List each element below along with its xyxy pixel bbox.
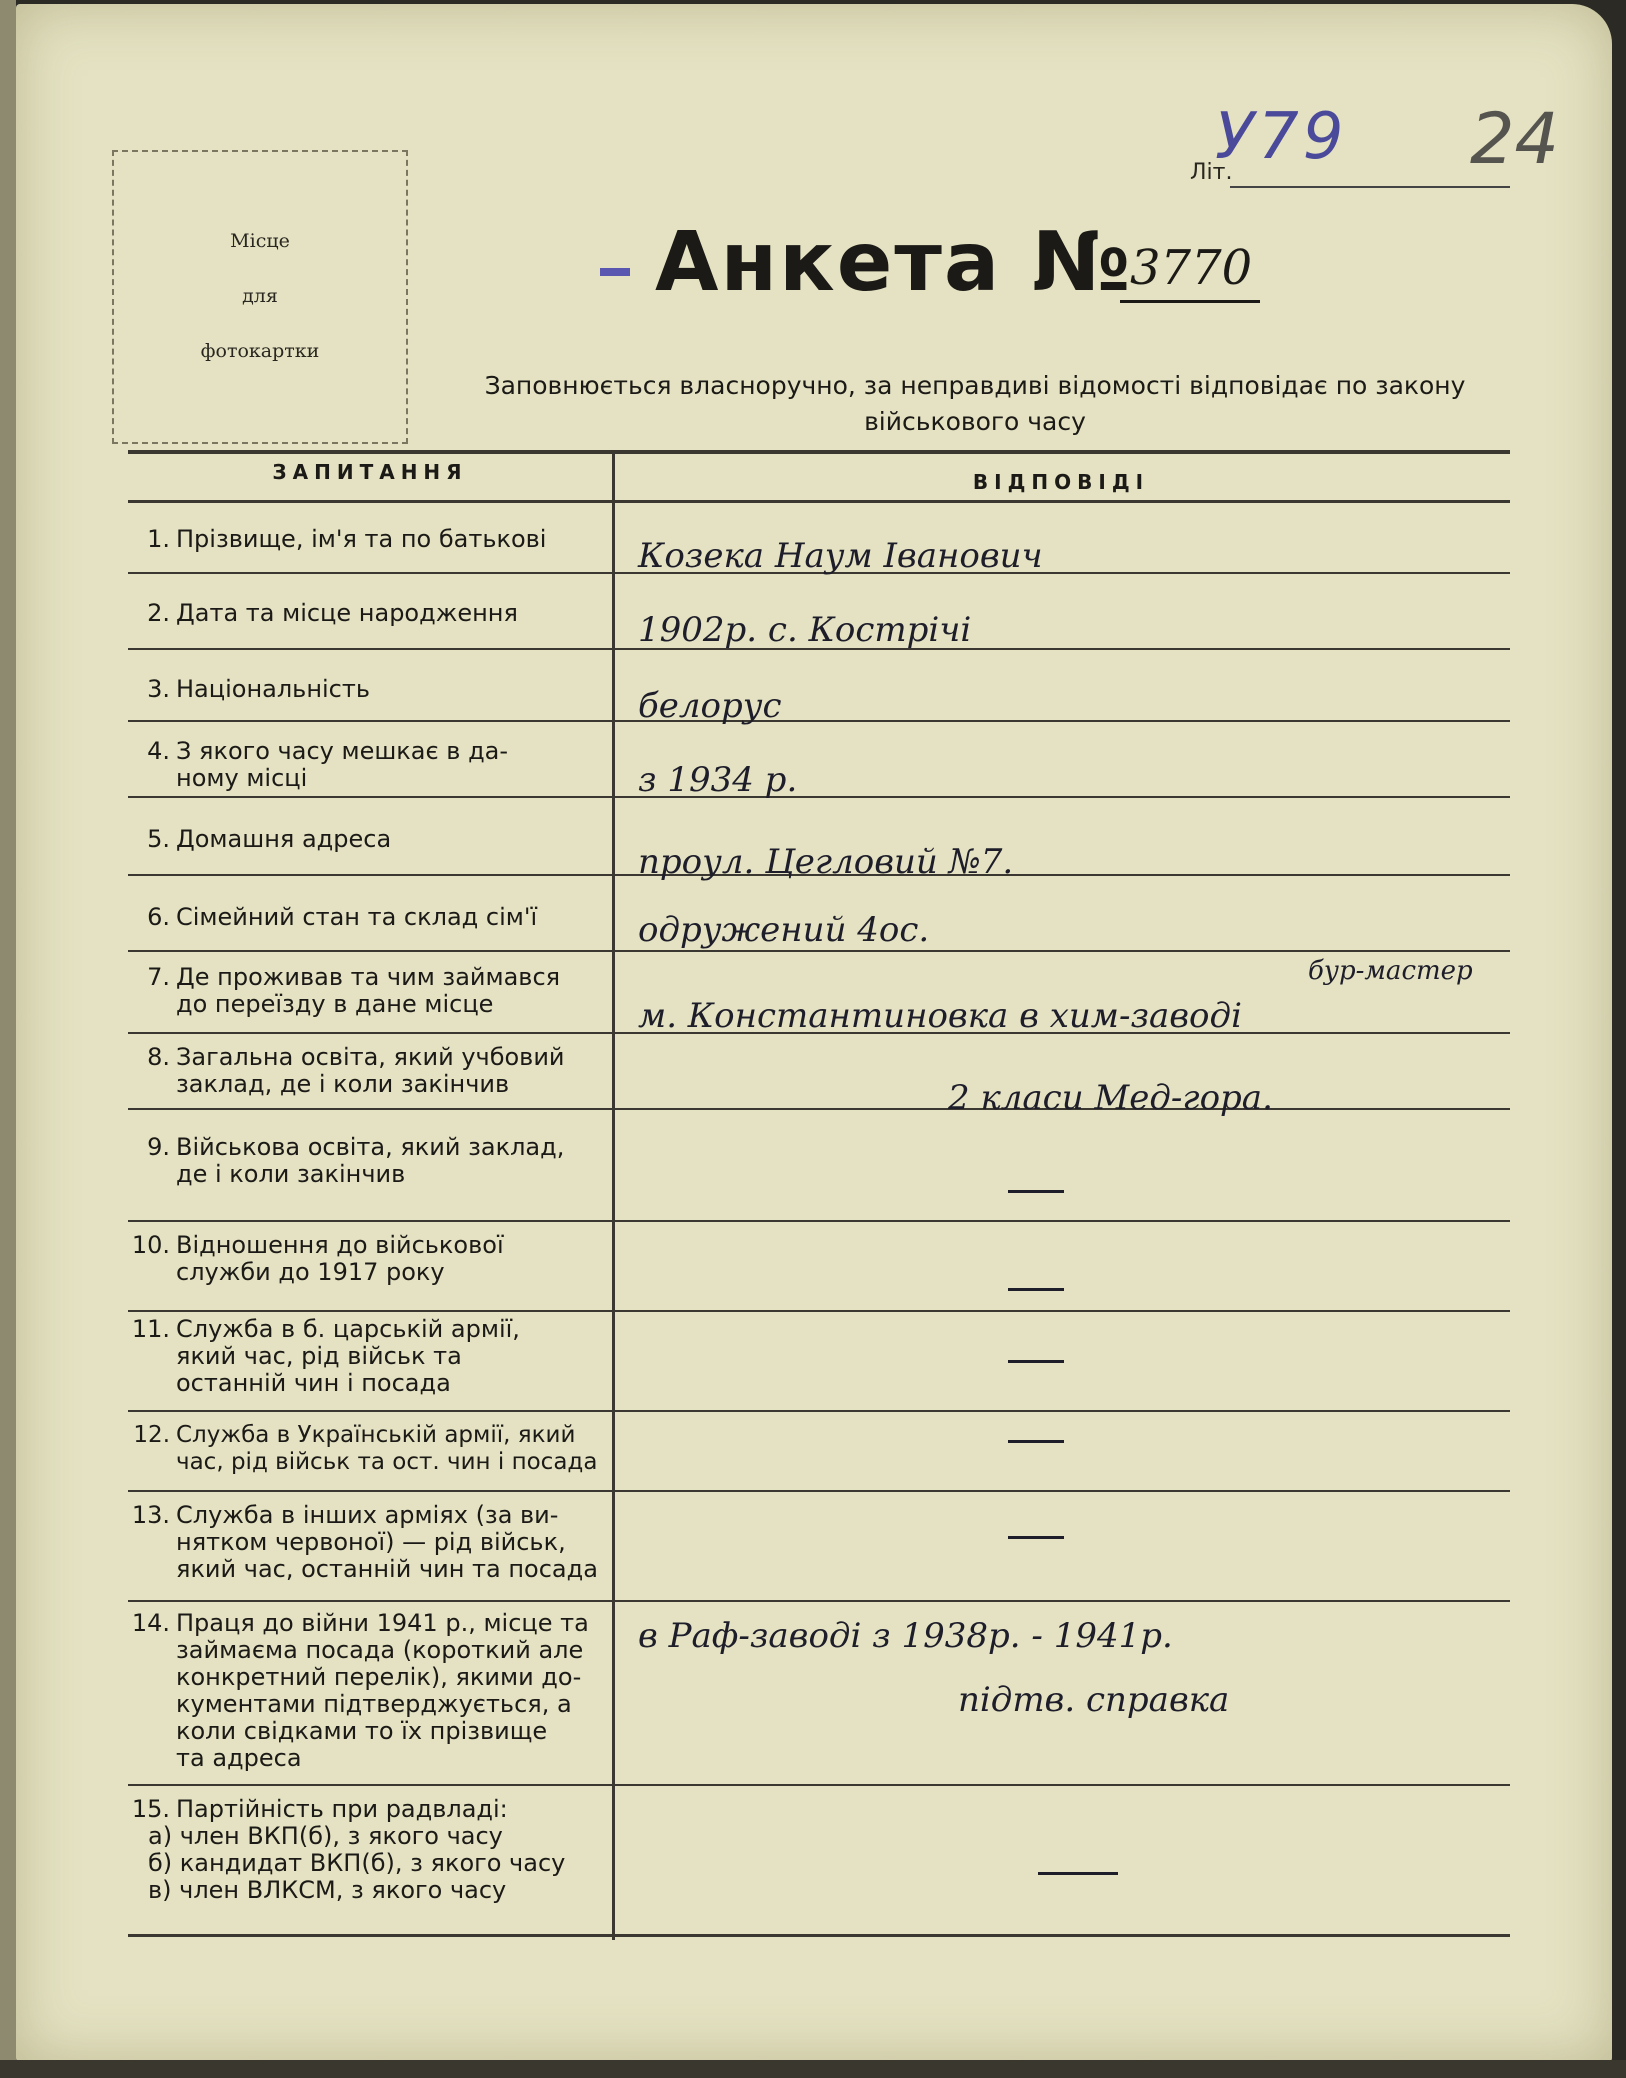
question-text: який час, останній чин та посада <box>176 1555 598 1583</box>
page-title: Анкета № <box>655 215 1133 310</box>
question-text: кументами підтверджується, а <box>176 1690 572 1718</box>
question-number: 4. <box>147 737 170 765</box>
answer-6: одружений 4ос. <box>638 910 930 950</box>
question-text: Партійність при радвладі: <box>176 1795 508 1823</box>
column-divider <box>612 450 615 1940</box>
empty-answer-dash <box>1008 1288 1064 1291</box>
question-11 <box>128 1316 608 1397</box>
row-rule <box>128 1934 1510 1937</box>
corner-number: 24 <box>1470 98 1560 180</box>
question-text: Домашня адреса <box>176 825 392 853</box>
question-10 <box>128 1232 608 1286</box>
empty-answer-dash <box>1008 1190 1064 1193</box>
question-text: та адреса <box>176 1744 302 1772</box>
question-number: 6. <box>147 903 170 931</box>
lit-label: Літ. <box>1190 160 1233 185</box>
question-6 <box>128 904 608 931</box>
question-text: нятком червоної) — рід військ, <box>176 1528 566 1556</box>
question-text: Де проживав та чим займався <box>176 963 561 991</box>
empty-answer-dash <box>1038 1872 1118 1875</box>
row-rule <box>128 950 1510 952</box>
form-number-underline <box>1120 300 1260 303</box>
question-text: Служба в Українській армії, який <box>176 1422 576 1448</box>
question-number: 5. <box>147 825 170 853</box>
question-text: останній чин і посада <box>176 1369 451 1397</box>
table-rule <box>128 500 1510 503</box>
question-number: 13. <box>131 1501 170 1529</box>
question-text: Загальна освіта, який учбовий <box>176 1043 565 1071</box>
question-text: Національність <box>176 675 371 703</box>
row-rule <box>128 1108 1510 1110</box>
row-rule <box>128 1784 1510 1786</box>
question-text: конкретний перелік), якими до- <box>176 1663 582 1691</box>
question-1 <box>128 526 608 553</box>
question-number: 10. <box>131 1231 170 1259</box>
question-text: заклад, де і коли закінчив <box>176 1070 510 1098</box>
question-text: Служба в б. царській армії, <box>176 1315 520 1343</box>
page-bottom-edge <box>0 2060 1626 2078</box>
question-5 <box>128 826 608 853</box>
question-text: Прізвище, ім'я та по батькові <box>176 525 547 553</box>
lit-underline <box>1230 186 1510 188</box>
row-rule <box>128 1490 1510 1492</box>
question-text: б) кандидат ВКП(б), з якого часу <box>148 1849 566 1877</box>
question-8 <box>128 1044 608 1098</box>
question-text: Праця до війни 1941 р., місце та <box>176 1609 589 1637</box>
question-text: коли свідками то їх прізвище <box>176 1717 548 1745</box>
question-3 <box>128 676 608 703</box>
answers-header: ВІДПОВІДІ <box>972 470 1150 494</box>
question-number: 7. <box>147 963 170 991</box>
question-2 <box>128 600 608 627</box>
answer-4: з 1934 р. <box>638 760 798 800</box>
form-number: 3770 <box>1130 240 1253 296</box>
question-number: 2. <box>147 599 170 627</box>
question-number: 8. <box>147 1043 170 1071</box>
lit-handwritten: У79 <box>1215 100 1348 174</box>
row-rule <box>128 720 1510 722</box>
question-13 <box>128 1502 608 1583</box>
row-rule <box>128 796 1510 798</box>
question-text: займаєма посада (короткий але <box>176 1636 584 1664</box>
answer-5: проул. Цегловий №7. <box>638 842 1014 882</box>
answer-14-line-1: в Раф-заводі з 1938р. - 1941р. <box>638 1616 1173 1656</box>
answer-14-line-2: підтв. справка <box>958 1680 1230 1720</box>
question-12 <box>128 1422 608 1476</box>
row-rule <box>128 1410 1510 1412</box>
photo-label-line: для <box>242 285 278 307</box>
photo-label-line: фотокартки <box>200 340 320 362</box>
question-text: Дата та місце народження <box>176 599 518 627</box>
question-number: 14. <box>131 1609 170 1637</box>
row-rule <box>128 1220 1510 1222</box>
answer-3: белорус <box>638 686 782 726</box>
question-text: а) член ВКП(б), з якого часу <box>148 1822 503 1850</box>
form-instructions: Заповнюється власноручно, за неправдиві відомості відповідає по закону військового часу <box>484 371 1466 436</box>
question-text: який час, рід військ та <box>176 1342 462 1370</box>
question-4 <box>128 738 608 792</box>
question-number: 12. <box>133 1422 170 1448</box>
question-9 <box>128 1134 608 1188</box>
binding-edge <box>0 0 16 2078</box>
question-text: час, рід військ та ост. чин і посада <box>176 1449 598 1475</box>
question-text: Сімейний стан та склад сім'ї <box>176 903 538 931</box>
question-number: 3. <box>147 675 170 703</box>
empty-answer-dash <box>1008 1360 1064 1363</box>
question-text: в) член ВЛКСМ, з якого часу <box>148 1876 507 1904</box>
answer-7-note: бур-мастер <box>1308 956 1473 986</box>
questionnaire-table <box>128 450 1510 1940</box>
question-text: де і коли закінчив <box>176 1160 406 1188</box>
empty-answer-dash <box>1008 1536 1064 1539</box>
empty-answer-dash <box>1008 1440 1064 1443</box>
answer-2: 1902р. с. Кострічі <box>638 610 972 650</box>
answer-1: Козека Наум Іванович <box>638 536 1043 576</box>
question-text: З якого часу мешкає в да- <box>176 737 509 765</box>
question-text: Військова освіта, який заклад, <box>176 1133 565 1161</box>
question-number: 11. <box>131 1315 170 1343</box>
question-number: 9. <box>147 1133 170 1161</box>
question-14 <box>128 1610 608 1772</box>
row-rule <box>128 1600 1510 1602</box>
question-7 <box>128 964 608 1018</box>
answer-7: м. Константиновка в хим-заводі <box>638 996 1242 1036</box>
question-text: Служба в інших арміях (за ви- <box>176 1501 559 1529</box>
question-text: служби до 1917 року <box>176 1258 445 1286</box>
question-number: 15. <box>131 1795 170 1823</box>
question-text: ному місці <box>176 764 308 792</box>
answer-8: 2 класи Мед-гора. <box>948 1078 1273 1118</box>
question-15 <box>128 1796 608 1904</box>
question-text: до переїзду в дане місце <box>176 990 494 1018</box>
photo-placeholder <box>112 150 408 444</box>
question-text: Відношення до військової <box>176 1231 504 1259</box>
row-rule <box>128 1310 1510 1312</box>
photo-label-line: Місце <box>230 230 290 252</box>
ink-mark <box>600 268 630 276</box>
question-number: 1. <box>147 525 170 553</box>
table-rule <box>128 450 1510 454</box>
questions-header: ЗАПИТАННЯ <box>272 460 468 484</box>
